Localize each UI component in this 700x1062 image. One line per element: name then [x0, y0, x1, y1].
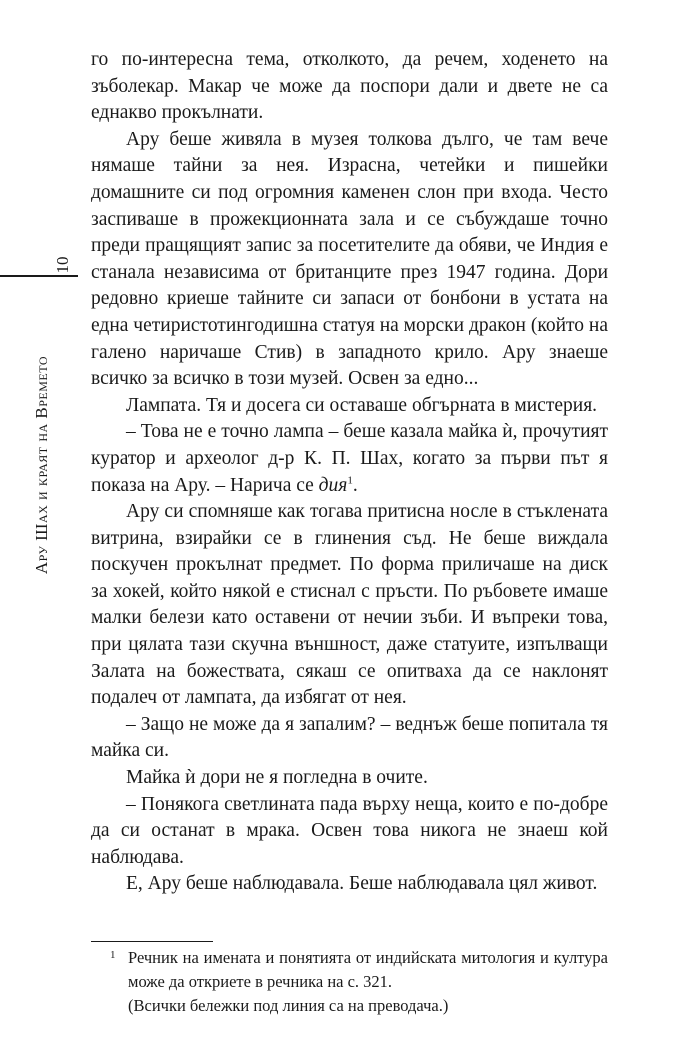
- paragraph-text: – Това не е точно лампа – беше казала майка ѝ, прочутият куратор и археолог д-р К. П. Шах, когато за първи път я показа на Ару. – Нарича се: [91, 421, 608, 496]
- paragraph: го по-интересна тема, отколкото, да речем, ходенето на зъболекар. Макар че може да поспори дали и двете не са еднакво прокълнати.: [91, 49, 608, 124]
- paragraph: – Понякога светлината пада върху неща, които е по-добре да си останат в мрака. Освен това никога не знаеш кой наблюдава.: [91, 793, 608, 868]
- footnote-reference[interactable]: 1: [347, 474, 353, 486]
- footnote: [110, 946, 608, 994]
- footnote-text: Речник на имената и понятията от индийската митология и култура може да откриете в речника на с. 321.: [128, 948, 608, 991]
- paragraph: Ару си спомняше как тогава притисна носле в стъклената витрина, взирайки се в глинения съд. Не беше виждала поскучен прокълнат предмет. По форма приличаше на диск за хокей, който някой е стиснал с пръсти. По ръбовете имаше малки белези като оставени от нечии зъби. И въпреки това, при цялата тази скучна външност, даже статуите, изпълващи Залата на божествата, сякаш се опитваха да се наклонят подалеч от лампата, да избягат от нея.: [91, 501, 608, 709]
- paragraph: Ару беше живяла в музея толкова дълго, че там вече нямаше тайни за нея. Израсна, четейки и пишейки домашните си под огромния каменен слон при входа. Често заспиваше в прожекционната зала и се събуждаше точно преди пращящият запис за посетителите да обяви, че Индия е станала независима от британците през 1947 година. Дори редовно криеше тайните си запаси от бонбони в устата на една четиристотингодишна статуя на морски дракон (който на галено наричаше Стив) в западното крило. Ару знаеше всичко за всичко в този музей. Освен за едно...: [91, 128, 608, 390]
- footnote-note: (Всички бележки под линия са на преводача.): [128, 996, 449, 1015]
- punctuation: .: [352, 474, 358, 496]
- paragraph: Е, Ару беше наблюдавала. Беше наблюдавала цял живот.: [126, 873, 598, 895]
- footnote-mark: 1: [110, 949, 116, 961]
- term-dia: дия: [318, 474, 348, 496]
- paragraph: – Защо не може да я запалим? – веднъж беше попитала тя майка си.: [91, 713, 608, 762]
- paragraph: Лампата. Тя и досега си оставаше обгърната в мистерия.: [126, 394, 598, 416]
- body-text: [91, 47, 608, 898]
- footnotes: [110, 946, 608, 1018]
- page-number: 10: [53, 256, 72, 274]
- paragraph: Майка ѝ дори не я погледна в очите.: [126, 767, 428, 789]
- paragraph: [91, 419, 608, 499]
- running-head: Ару Шах и краят на Времето: [32, 355, 51, 575]
- footnote-divider: [91, 941, 213, 942]
